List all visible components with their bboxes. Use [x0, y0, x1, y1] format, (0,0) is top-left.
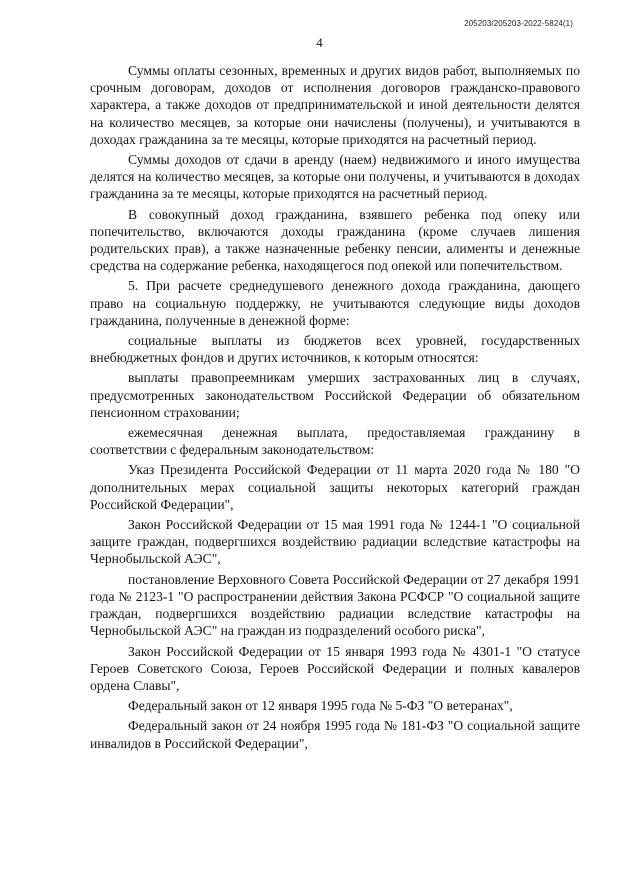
paragraph-guardianship-income: В совокупный доход гражданина, взявшего ребенка под опеку или попечительство, включаются доходы гражданина (кроме случаев лишения родительских прав), а также назначенные ребенку пенсии, алименты и денежные средства на содержание ребенка, находящегося под опекой или попечительством. — [90, 206, 580, 274]
paragraph-heroes-law: Закон Российской Федерации от 15 января 1993 года № 4301-1 "О статусе Героев Советского Союза, Героев Российской Федерации и полных кавалеров ордена Славы", — [90, 643, 580, 693]
paragraph-monthly-payment: ежемесячная денежная выплата, предоставляемая гражданину в соответствии с федеральным законодательством: — [90, 425, 580, 458]
paragraph-presidential-decree: Указ Президента Российской Федерации от 11 марта 2020 года № 180 "О дополнительных мерах социальной защиты некоторых категорий граждан Российской Федерации", — [90, 462, 580, 512]
paragraph-seasonal-work-income: Суммы оплаты сезонных, временных и других видов работ, выполняемых по срочным договорам, доходов от исполнения договоров гражданско-правового характера, а также доходов от предпринимательской и иной деятельности делятся на количество месяцев, за которые они начислены (получены), и учитываются в доходах гражданина за те месяцы, которые приходятся на расчетный период. — [90, 63, 580, 147]
paragraph-social-payments: социальные выплаты из бюджетов всех уровней, государственных внебюджетных фондов и других источников, к которым относятся: — [90, 333, 580, 366]
paragraph-successor-payments: выплаты правопреемникам умерших застрахованных лиц в случаях, предусмотренных законодательством Российской Федерации об обязательном пенсионном страховании; — [90, 370, 580, 420]
document-body — [90, 62, 580, 755]
paragraph-item-5: 5. При расчете среднедушевого денежного дохода гражданина, дающего право на социальную поддержку, не учитываются следующие виды доходов гражданина, полученные в денежной форме: — [90, 278, 580, 328]
paragraph-veterans-law: Федеральный закон от 12 января 1995 года № 5-ФЗ "О ветеранах", — [128, 698, 513, 714]
paragraph-rental-income: Суммы доходов от сдачи в аренду (наем) недвижимого и иного имущества делятся на количество месяцев, за которые они получены, и учитываются в доходах гражданина за те месяцы, которые приходятся на расчетный период. — [90, 152, 580, 202]
document-id: 205203/205203-2022-5824(1) — [464, 19, 573, 28]
paragraph-supreme-council-resolution: постановление Верховного Совета Российской Федерации от 27 декабря 1991 года № 2123-1 "О распространении действия Закона РСФСР "О социальной защите граждан, подвергшихся воздействию радиации вследствие катастрофы на Чернобыльской АЭС" на граждан из подразделений особого риска", — [90, 571, 580, 639]
paragraph-chernobyl-law: Закон Российской Федерации от 15 мая 1991 года № 1244-1 "О социальной защите граждан, подвергшихся воздействию радиации вследствие катастрофы на Чернобыльской АЭС", — [90, 517, 580, 567]
page-number: 4 — [316, 35, 323, 50]
paragraph-disabled-law: Федеральный закон от 24 ноября 1995 года № 181-ФЗ "О социальной защите инвалидов в Российской Федерации", — [90, 718, 580, 751]
